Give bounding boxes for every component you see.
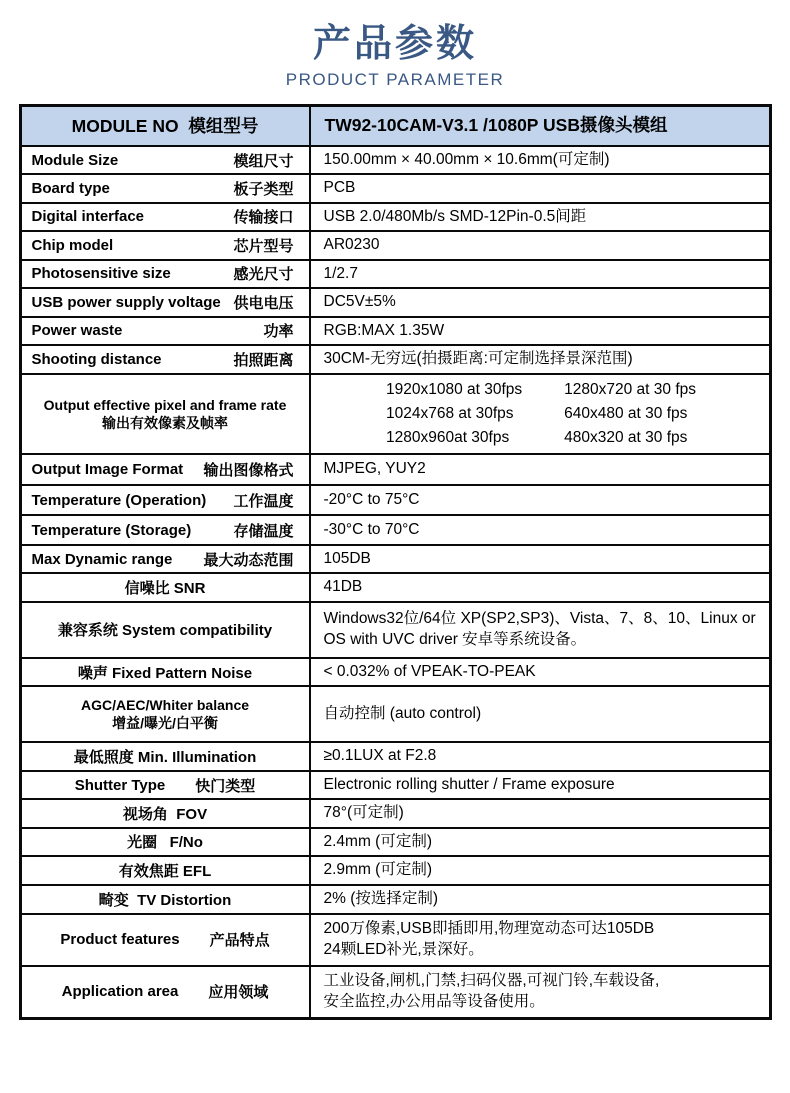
row-value-text: 78°(可定制) [323, 804, 404, 822]
row-value [311, 204, 769, 230]
row-label-zh: 板子类型 [233, 180, 294, 198]
row-value-text: 2.4mm (可定制) [323, 832, 433, 850]
table-row [22, 230, 769, 258]
row-value-text: RGB:MAX 1.35W [323, 321, 445, 339]
table-header-module-no: MODULE NO 模组型号 [22, 107, 311, 145]
row-value [311, 455, 769, 484]
row-label: 光圈 F/No [22, 829, 311, 855]
row-label: 信噪比 SNR [22, 574, 311, 600]
row-label-zh: 最大动态范围 [203, 551, 294, 569]
row-label-line: 输出有效像素及帧率 [102, 414, 228, 431]
page-subtitle: PRODUCT PARAMETER [285, 69, 505, 89]
row-value-text: USB 2.0/480Mb/s SMD-12Pin-0.5间距 [323, 207, 587, 225]
row-label: 有效焦距 EFL [22, 857, 311, 883]
row-label-zh: 芯片型号 [233, 237, 294, 255]
row-label-en: Photosensitive size [31, 265, 171, 283]
row-label-zh: 输出图像格式 [203, 462, 294, 480]
row-label [22, 232, 311, 258]
row-label-en: Temperature (Operation) [31, 491, 207, 509]
row-label-zh: 模组尺寸 [233, 152, 294, 170]
row-label [22, 455, 311, 484]
row-label-en: Chip model [31, 236, 114, 254]
row-label-zh: 存储温度 [233, 522, 294, 540]
row-label-en: USB power supply voltage [31, 293, 221, 311]
row-value-text: MJPEG, YUY2 [323, 460, 426, 478]
spec-table [19, 104, 772, 1020]
row-value [311, 516, 769, 544]
row-label-zh: 功率 [263, 323, 294, 341]
table-row [22, 770, 769, 798]
table-row [22, 798, 769, 826]
table-row [22, 855, 769, 883]
row-label [22, 915, 311, 965]
row-label-zh: 快门类型 [195, 777, 256, 795]
row-label [22, 687, 311, 741]
table-row [22, 202, 769, 230]
row-value-text: 150.00mm × 40.00mm × 10.6mm(可定制) [323, 150, 610, 168]
row-value-text: -30°C to 70°C [323, 520, 420, 538]
row-value [311, 857, 769, 883]
row-label-zh: 拍照距离 [233, 351, 294, 369]
row-label-zh: 供电电压 [233, 294, 294, 312]
table-header-model-name: TW92-10CAM-V3.1 /1080P USB摄像头模组 [324, 115, 668, 136]
row-label [22, 546, 311, 572]
row-label: 视场角 FOV [22, 800, 311, 826]
row-label: 兼容系统 System compatibility [22, 603, 311, 657]
table-row [22, 544, 769, 572]
table-row [22, 453, 769, 484]
row-value [311, 829, 769, 855]
row-label-zh: 产品特点 [209, 932, 270, 950]
row-value-text: Windows32位/64位 XP(SP2,SP3)、Vista、7、8、10、Linux or OS with UVC driver 安卓等系统设备。 [323, 610, 756, 648]
table-row [22, 572, 769, 600]
row-value [311, 603, 769, 657]
row-value-text: AR0230 [323, 236, 380, 254]
row-label: 畸变 TV Distortion [22, 886, 311, 913]
row-value [311, 886, 769, 913]
row-label-en: Max Dynamic range [31, 550, 173, 568]
row-label-en: Module Size [31, 151, 119, 169]
row-label [22, 375, 311, 453]
table-row [22, 259, 769, 287]
table-row [22, 601, 769, 657]
row-value [311, 375, 769, 453]
page-title: 产品参数 [312, 23, 477, 65]
row-label [22, 772, 311, 798]
table-header-row [22, 107, 769, 145]
table-row [22, 344, 769, 373]
table-row [22, 373, 769, 453]
row-label-line: AGC/AEC/Whiter balance [80, 697, 250, 714]
resolution-entry: 1280x960at 30fps [385, 429, 510, 446]
row-label-line: Output effective pixel and frame rate [43, 396, 287, 413]
row-label [22, 318, 311, 344]
row-value-text: 41DB [323, 578, 363, 596]
row-label-en: Product features [60, 931, 180, 949]
row-label-en: Power waste [31, 322, 123, 340]
resolution-entry: 480x320 at 30 fps [564, 429, 688, 446]
row-label-en: Board type [31, 179, 110, 197]
row-value [311, 574, 769, 600]
row-label [22, 175, 311, 201]
row-value-text: < 0.032% of VPEAK-TO-PEAK [323, 662, 536, 680]
row-value [311, 915, 769, 965]
row-value [311, 261, 769, 287]
row-label: 噪声 Fixed Pattern Noise [22, 659, 311, 685]
row-label [22, 204, 311, 230]
row-value [311, 772, 769, 798]
row-value-line: 200万像素,USB即插即用,物理宽动态可达105DB [323, 920, 655, 938]
table-row [22, 173, 769, 201]
row-value [311, 743, 769, 769]
row-value [311, 318, 769, 344]
row-value-text: 自动控制 (auto control) [323, 705, 482, 723]
row-value [311, 232, 769, 258]
row-label-en: Application area [61, 983, 179, 1001]
row-label-zh: 应用领域 [208, 984, 269, 1002]
row-value-line: 安全监控,办公用品等设备使用。 [323, 992, 545, 1010]
resolution-entry: 640x480 at 30 fps [564, 404, 688, 422]
row-value-text: PCB [323, 179, 356, 197]
row-label-zh: 传输接口 [233, 209, 294, 227]
row-label [22, 516, 311, 544]
row-value [311, 486, 769, 514]
row-label-en: Digital interface [31, 208, 145, 226]
row-value-text: 105DB [323, 550, 371, 568]
row-label [22, 486, 311, 514]
row-value-text: 2% (按选择定制) [323, 889, 439, 907]
row-value [311, 687, 769, 741]
table-row [22, 514, 769, 544]
row-label [22, 967, 311, 1017]
row-value [311, 147, 769, 173]
resolution-entry: 1024x768 at 30fps [385, 404, 514, 422]
row-label-zh: 工作温度 [233, 492, 294, 510]
resolution-entry: 1280x720 at 30 fps [564, 380, 697, 398]
row-value-line: 24颗LED补光,景深好。 [323, 940, 484, 958]
row-value-text: DC5V±5% [323, 293, 396, 311]
row-value-text: -20°C to 75°C [323, 490, 420, 508]
table-row [22, 965, 769, 1017]
row-value [311, 800, 769, 826]
title-block [0, 0, 790, 90]
table-row [22, 741, 769, 769]
resolution-column [386, 378, 522, 450]
row-label [22, 147, 311, 173]
row-label [22, 261, 311, 287]
row-value-text: 2.9mm (可定制) [323, 861, 433, 879]
table-row [22, 145, 769, 173]
row-value [311, 659, 769, 685]
row-label-zh: 感光尺寸 [233, 266, 294, 284]
row-value [311, 546, 769, 572]
table-row [22, 827, 769, 855]
row-value-text: 1/2.7 [323, 264, 358, 282]
row-value-text: Electronic rolling shutter / Frame exposure [323, 775, 615, 793]
row-label-en: Shutter Type [74, 776, 166, 794]
table-row [22, 884, 769, 913]
row-label: 最低照度 Min. Illumination [22, 743, 311, 769]
table-row [22, 484, 769, 514]
row-label-en: Shooting distance [31, 350, 162, 368]
row-label-line: 增益/曝光/白平衡 [112, 715, 218, 732]
table-row [22, 657, 769, 685]
table-row [22, 685, 769, 741]
row-value [311, 346, 769, 373]
row-value-text: 30CM-无穷远(拍摄距离:可定制选择景深范围) [323, 350, 633, 368]
table-row [22, 316, 769, 344]
row-label-en: Temperature (Storage) [31, 521, 192, 539]
row-label-en: Output Image Format [31, 461, 184, 479]
row-label [22, 289, 311, 315]
row-value [311, 175, 769, 201]
row-value-line: 工业设备,闸机,门禁,扫码仪器,可视门铃,车载设备, [323, 972, 660, 990]
row-value [311, 289, 769, 315]
table-row [22, 287, 769, 315]
resolution-entry: 1920x1080 at 30fps [385, 380, 523, 398]
resolution-column [564, 378, 696, 450]
table-row [22, 913, 769, 965]
row-label [22, 346, 311, 373]
row-value-text: ≥0.1LUX at F2.8 [323, 747, 437, 765]
row-value [311, 967, 769, 1017]
